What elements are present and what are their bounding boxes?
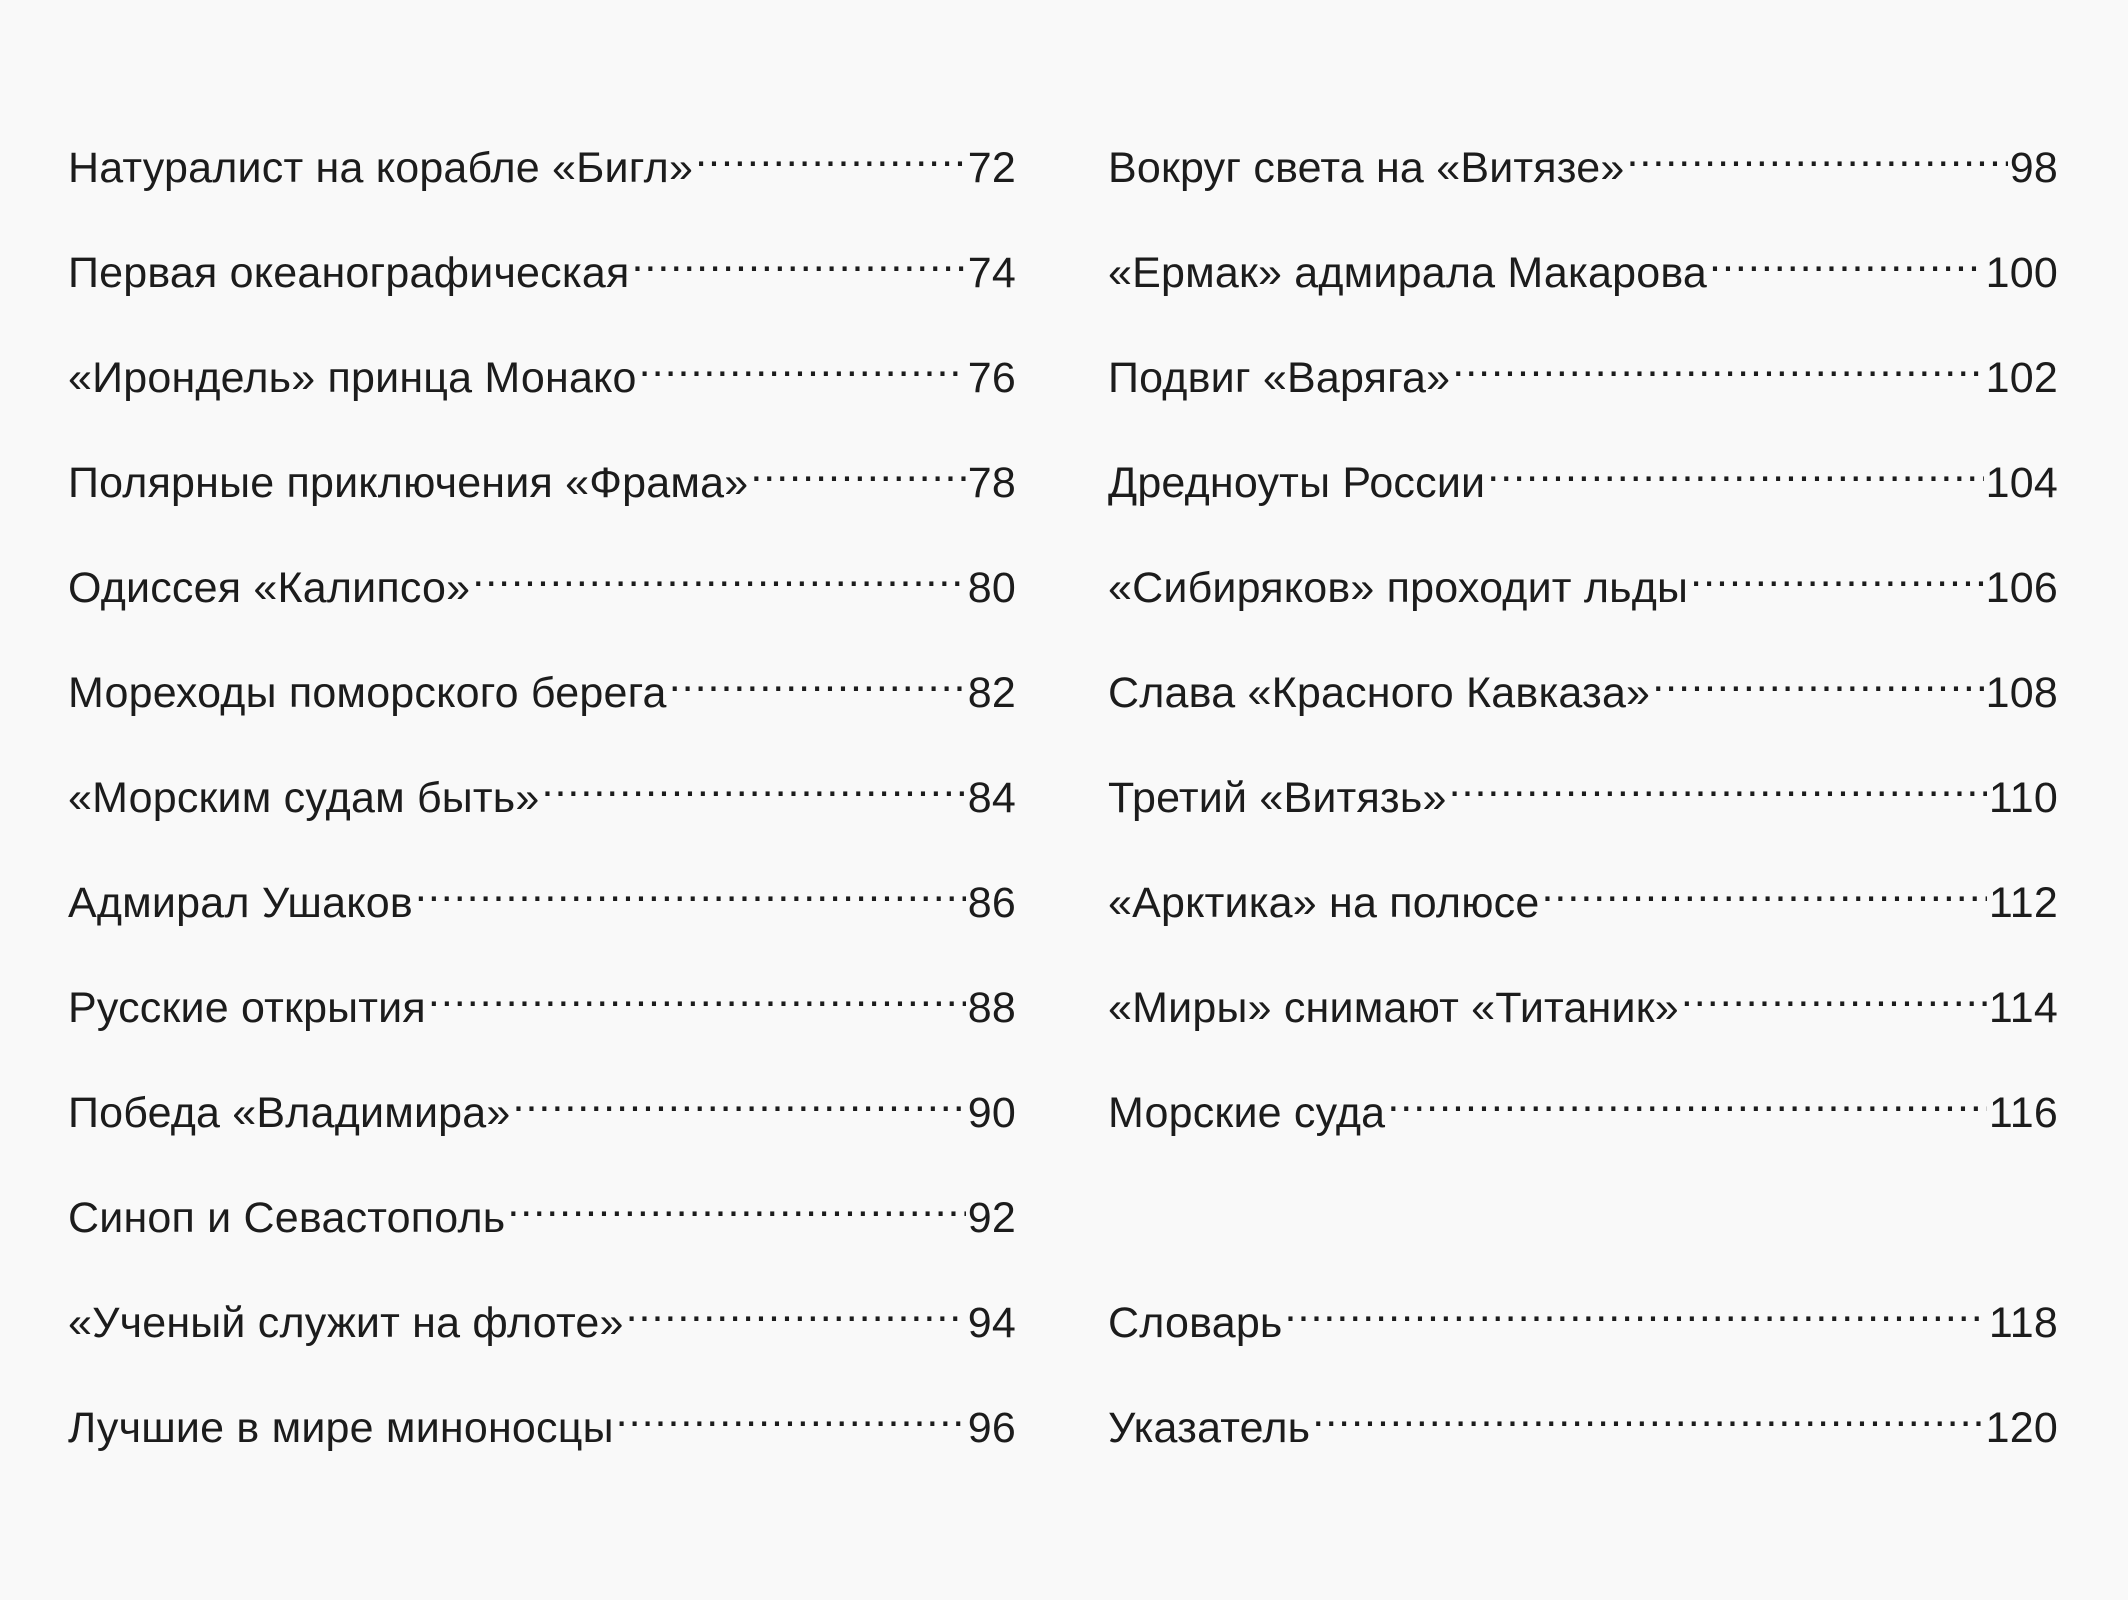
toc-entry-title: Вокруг света на «Витязе» — [1108, 144, 1625, 192]
toc-entry-page: 94 — [967, 1299, 1016, 1347]
toc-entry-leader — [1487, 437, 1983, 497]
toc-entry-leader — [428, 962, 966, 1022]
toc-entry-page: 74 — [967, 249, 1016, 297]
toc-entry-leader — [626, 1277, 966, 1337]
toc-entry-page: 84 — [967, 774, 1016, 822]
toc-entry-title: Мореходы поморского берега — [68, 669, 667, 717]
toc-entry-leader — [1709, 227, 1984, 287]
toc-entry-page: 80 — [967, 564, 1016, 612]
toc-entry-leader — [639, 332, 966, 392]
toc-entry-title: Третий «Витязь» — [1108, 774, 1447, 822]
toc-entry-title: Морские суда — [1108, 1089, 1386, 1137]
toc-entry-page: 118 — [1988, 1299, 2058, 1347]
toc-entry[interactable] — [68, 332, 1016, 402]
toc-entry[interactable] — [1108, 542, 2058, 612]
toc-entry-title: Первая океанографическая — [68, 249, 630, 297]
toc-entry-page: 106 — [1985, 564, 2058, 612]
toc-entry-leader — [1690, 542, 1984, 602]
toc-entry-title: Одиссея «Калипсо» — [68, 564, 471, 612]
toc-entry-page: 108 — [1985, 669, 2058, 717]
toc-entry[interactable] — [68, 122, 1016, 192]
toc-entry-page: 82 — [967, 669, 1016, 717]
toc-entry-title: «Морским судам быть» — [68, 774, 540, 822]
toc-entry-page: 120 — [1985, 1404, 2058, 1452]
toc-entry-page: 78 — [967, 459, 1016, 507]
toc-entry[interactable] — [68, 227, 1016, 297]
toc-entry[interactable] — [1108, 1277, 2058, 1347]
toc-entry-page: 88 — [967, 984, 1016, 1032]
toc-entry-leader — [631, 227, 965, 287]
toc-entry-page: 112 — [1988, 879, 2058, 927]
toc-entry-leader — [1449, 752, 1987, 812]
toc-entry-title: «Ученый служит на флоте» — [68, 1299, 624, 1347]
toc-entry[interactable] — [1108, 857, 2058, 927]
toc-entry-title: Полярные приключения «Фрама» — [68, 459, 749, 507]
toc-entry-leader — [695, 122, 966, 182]
toc-entry-leader — [750, 437, 965, 497]
toc-entry-leader — [415, 857, 966, 917]
toc-entry[interactable] — [1108, 437, 2058, 507]
toc-entry-title: Дредноуты России — [1108, 459, 1486, 507]
toc-entry-title: Адмирал Ушаков — [68, 879, 413, 927]
toc-entry-leader — [1387, 1067, 1987, 1127]
toc-entry-page: 72 — [967, 144, 1016, 192]
toc-entry-page: 98 — [2009, 144, 2058, 192]
toc-entry-leader — [1285, 1277, 1987, 1337]
toc-entry[interactable] — [1108, 1382, 2058, 1452]
toc-entry-leader — [616, 1382, 966, 1442]
toc-entry-leader — [669, 647, 966, 707]
toc-entry[interactable] — [1108, 332, 2058, 402]
toc-entry-leader — [1626, 122, 2007, 182]
toc-entry-page: 104 — [1985, 459, 2058, 507]
toc-entry[interactable] — [1108, 962, 2058, 1032]
toc-entry-leader — [1541, 857, 1986, 917]
toc-entry-title: Лучшие в мире миноносцы — [68, 1404, 614, 1452]
toc-entry-page: 110 — [1988, 774, 2058, 822]
toc-entry[interactable] — [68, 1172, 1016, 1242]
toc-entry[interactable] — [1108, 752, 2058, 822]
toc-entry[interactable] — [68, 1382, 1016, 1452]
toc-entry-title: Указатель — [1108, 1404, 1311, 1452]
toc-entry[interactable] — [1108, 122, 2058, 192]
toc-entry-title: «Ирондель» принца Монако — [68, 354, 637, 402]
toc-entry-leader — [1681, 962, 1987, 1022]
toc-entry-leader — [1652, 647, 1983, 707]
toc-entry-page: 100 — [1985, 249, 2058, 297]
toc-entry-page: 102 — [1985, 354, 2058, 402]
toc-entry[interactable] — [1108, 227, 2058, 297]
toc-entry-title: Русские открытия — [68, 984, 426, 1032]
toc-entry-leader — [472, 542, 966, 602]
toc-entry-title: «Арктика» на полюсе — [1108, 879, 1540, 927]
toc-entry-title: Слава «Красного Кавказа» — [1108, 669, 1651, 717]
toc-entry-title: «Сибиряков» проходит льды — [1108, 564, 1689, 612]
toc-entry-page: 76 — [967, 354, 1016, 402]
toc-entry[interactable] — [68, 962, 1016, 1032]
toc-entry-title: Подвиг «Варяга» — [1108, 354, 1451, 402]
toc-entry-title: «Ермак» адмирала Макарова — [1108, 249, 1708, 297]
toc-entry[interactable] — [68, 542, 1016, 612]
toc-entry-page: 114 — [1988, 984, 2058, 1032]
toc-entry[interactable] — [1108, 1067, 2058, 1137]
toc-entry-page: 92 — [967, 1194, 1016, 1242]
toc-entry-title: Победа «Владимира» — [68, 1089, 511, 1137]
toc-entry-page: 90 — [967, 1089, 1016, 1137]
toc-entry-leader — [507, 1172, 965, 1232]
toc-entry-title: Синоп и Севастополь — [68, 1194, 506, 1242]
toc-entry-title: Словарь — [1108, 1299, 1283, 1347]
toc-entry-title: «Миры» снимают «Титаник» — [1108, 984, 1679, 1032]
toc-entry[interactable] — [68, 1067, 1016, 1137]
toc-entry-leader — [542, 752, 966, 812]
toc-entry-leader — [1452, 332, 1983, 392]
toc-entry-page: 86 — [967, 879, 1016, 927]
toc-entry-page: 116 — [1988, 1089, 2058, 1137]
toc-entry[interactable] — [68, 1277, 1016, 1347]
toc-entry-page: 96 — [967, 1404, 1016, 1452]
toc-entry[interactable] — [68, 647, 1016, 717]
toc-entry-leader — [513, 1067, 966, 1127]
toc-entry[interactable] — [68, 752, 1016, 822]
toc-entry-title: Натуралист на корабле «Бигл» — [68, 144, 694, 192]
toc-entry-leader — [1312, 1382, 1983, 1442]
toc-entry[interactable] — [68, 857, 1016, 927]
toc-entry[interactable] — [1108, 647, 2058, 717]
toc-entry[interactable] — [68, 437, 1016, 507]
